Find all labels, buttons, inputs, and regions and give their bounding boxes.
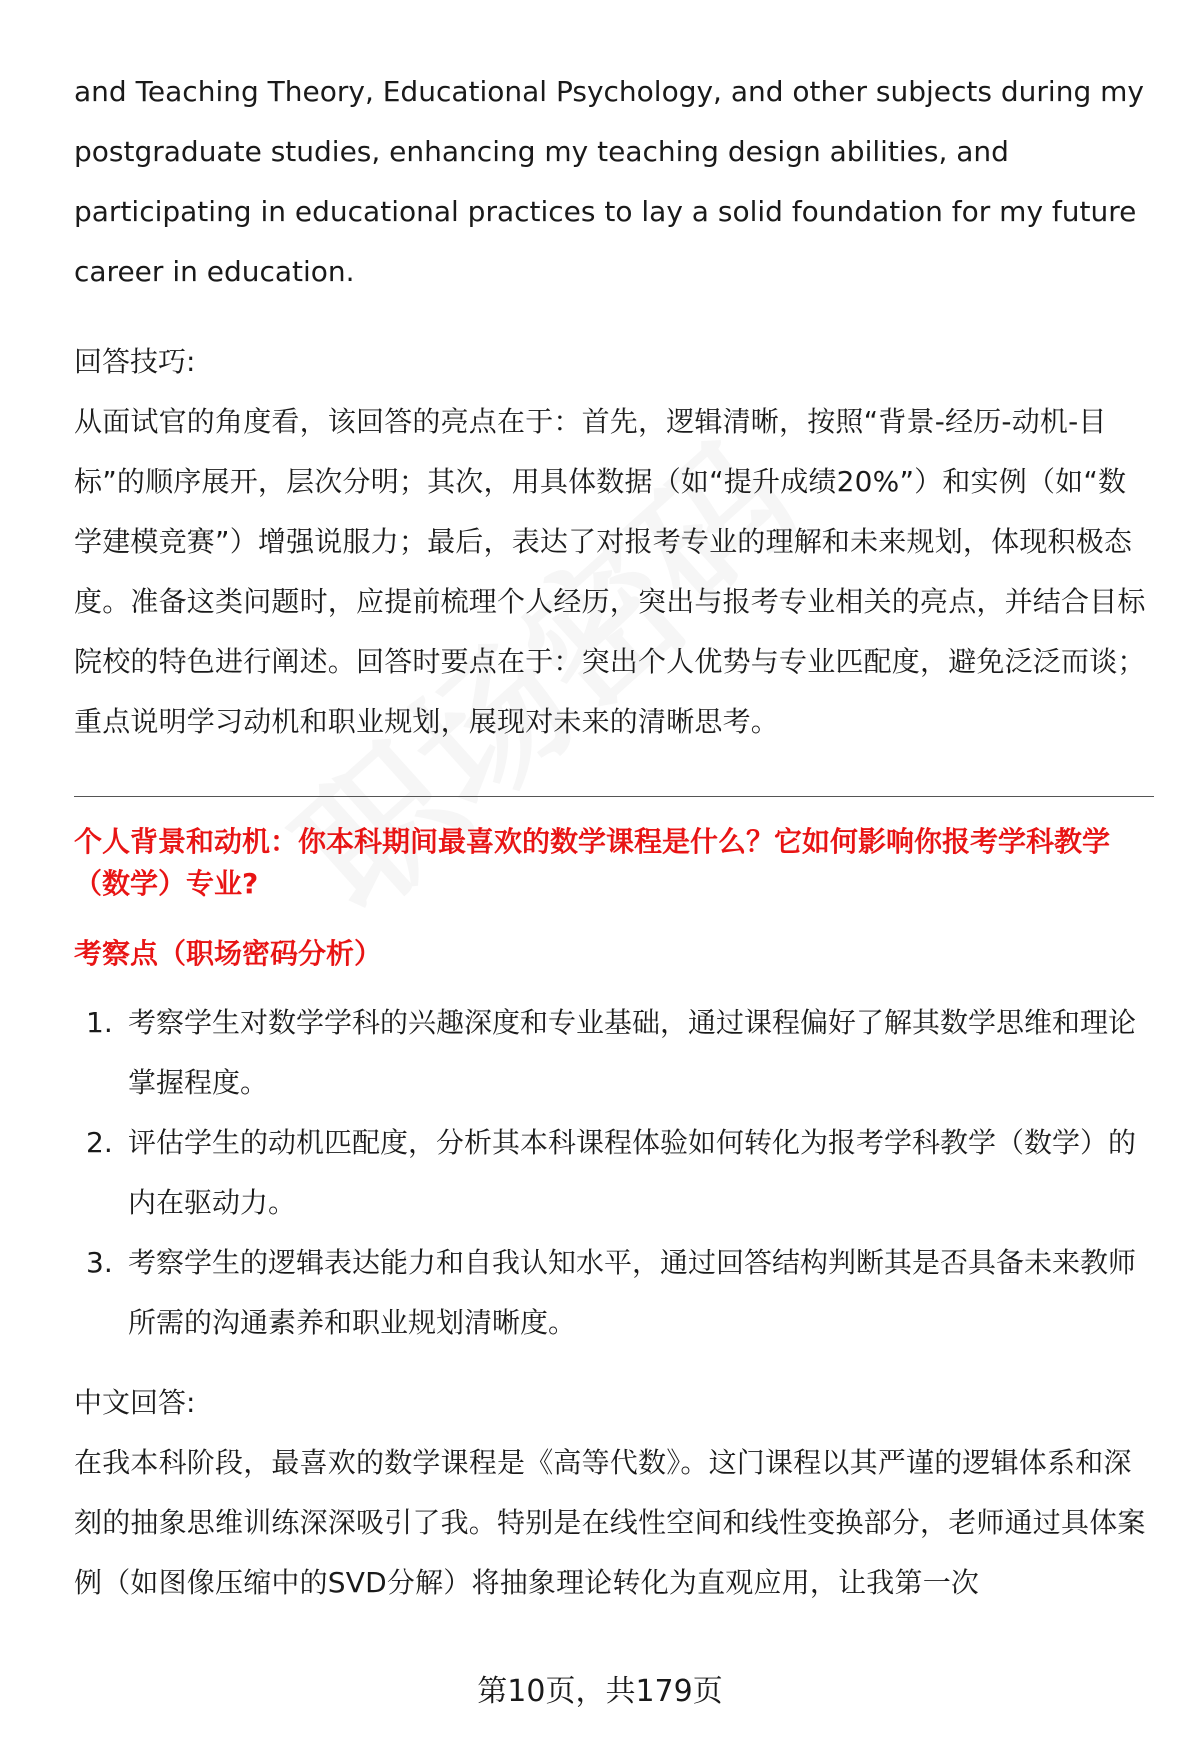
list-item-text: 考察学生的逻辑表达能力和自我认知水平，通过回答结构判断其是否具备未来教师所需的沟通素养和职业规划清晰度。	[128, 1246, 1137, 1339]
intro-paragraph: and Teaching Theory, Educational Psychology, and other subjects during my postgraduate studies, enhancing my teaching design abilities, and participating in educational practices to lay a solid foundation for my future career in education.	[74, 75, 1144, 288]
tips-label: 回答技巧:	[74, 345, 196, 378]
list-item	[74, 993, 1154, 1113]
list-item-text: 考察学生对数学学科的兴趣深度和专业基础，通过课程偏好了解其数学思维和理论掌握程度。	[128, 1006, 1137, 1099]
list-item	[74, 1113, 1154, 1233]
page-number-footer: 第10页，共179页	[477, 1674, 723, 1709]
assessment-points-list	[74, 993, 1154, 1353]
document-page	[74, 62, 1154, 1613]
list-item	[74, 1233, 1154, 1353]
answer-text: 在我本科阶段，最喜欢的数学课程是《高等代数》。这门课程以其严谨的逻辑体系和深刻的抽象思维训练深深吸引了我。特别是在线性空间和线性变换部分，老师通过具体案例（如图像压缩中的SVD分解）将抽象理论转化为直观应用，让我第一次	[74, 1446, 1146, 1599]
list-item-number: 3.	[86, 1246, 113, 1279]
section-divider	[74, 796, 1154, 797]
list-item-text: 评估学生的动机匹配度，分析其本科课程体验如何转化为报考学科教学（数学）的内在驱动力。	[128, 1126, 1137, 1219]
question-title: 个人背景和动机：你本科期间最喜欢的数学课程是什么？它如何影响你报考学科教学（数学）专业?	[74, 825, 1111, 900]
list-item-number: 1.	[86, 1006, 113, 1039]
list-item-number: 2.	[86, 1126, 113, 1159]
tips-text: 从面试官的角度看，该回答的亮点在于：首先，逻辑清晰，按照“背景-经历-动机-目标”的顺序展开，层次分明；其次，用具体数据（如“提升成绩20%”）和实例（如“数学建模竞赛”）增强说服力；最后，表达了对报考专业的理解和未来规划，体现积极态度。准备这类问题时，应提前梳理个人经历，突出与报考专业相关的亮点，并结合目标院校的特色进行阐述。回答时要点在于：突出个人优势与专业匹配度，避免泛泛而谈；重点说明学习动机和职业规划，展现对未来的清晰思考。	[74, 405, 1146, 738]
answer-label: 中文回答:	[74, 1386, 196, 1419]
question-subtitle: 考察点（职场密码分析）	[74, 937, 383, 970]
